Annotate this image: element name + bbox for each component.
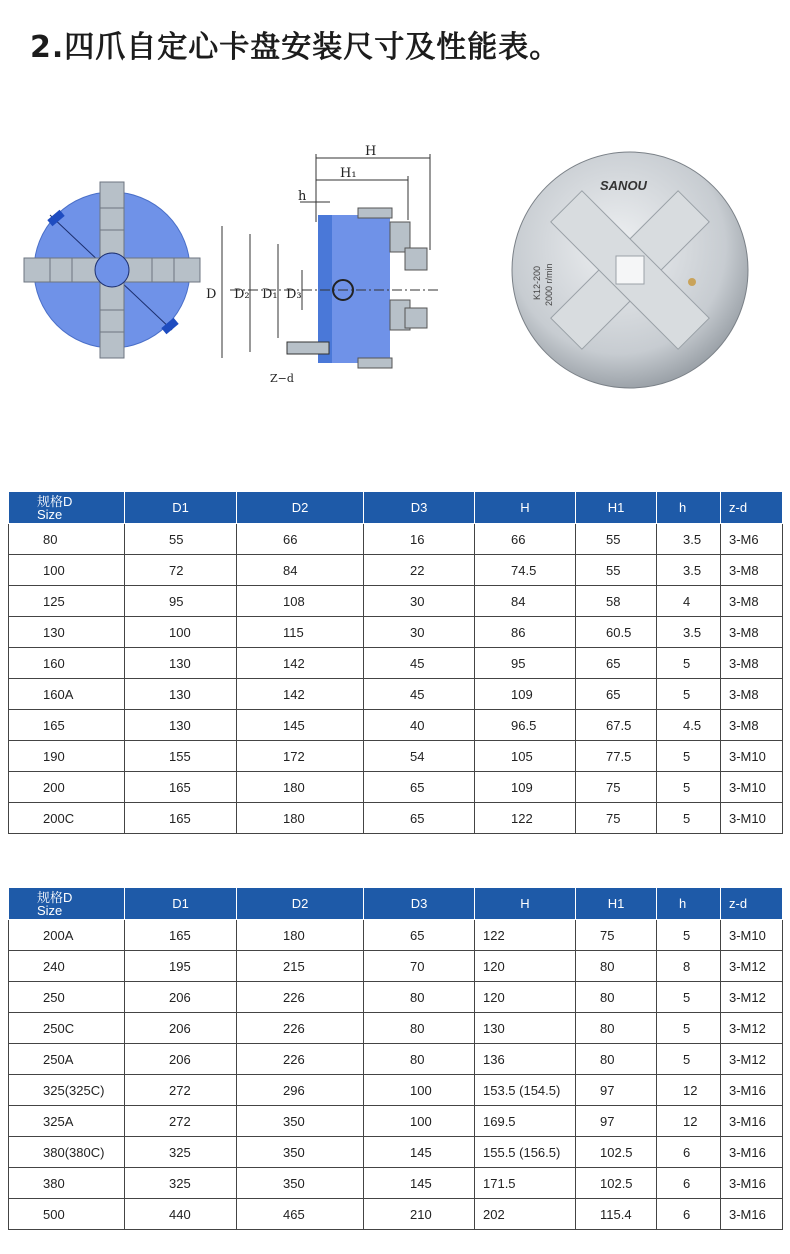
chuck-illustrations [0,130,790,420]
table-cell: 5 [657,1013,721,1044]
table-cell: 77.5 [576,741,657,772]
header-h-big: H [475,492,576,524]
table-cell: 8 [657,951,721,982]
table-cell: 500 [9,1199,125,1230]
table-cell: 16 [364,524,475,555]
table-cell: 165 [125,772,237,803]
table-cell: 380 [9,1168,125,1199]
table-cell: 5 [657,648,721,679]
table-cell: 226 [237,982,364,1013]
header-h-small: h [657,492,721,524]
table-row [9,679,783,710]
table-cell: 160 [9,648,125,679]
table-cell: 100 [364,1106,475,1137]
table-cell: 6 [657,1199,721,1230]
header-d3: D3 [364,492,475,524]
table-cell: 250C [9,1013,125,1044]
table-cell: 122 [475,803,576,834]
header-size: 规格D Size [9,492,125,524]
table-cell: 6 [657,1168,721,1199]
header-h1: H1 [576,888,657,920]
table-cell: 5 [657,772,721,803]
table-cell: 55 [576,524,657,555]
table-cell: 226 [237,1044,364,1075]
table-cell: 30 [364,586,475,617]
table-cell: 109 [475,772,576,803]
table-cell: 3-M10 [721,741,783,772]
spec-table-2 [8,887,783,1230]
table-cell: 130 [9,617,125,648]
table-cell: 3-M8 [721,710,783,741]
table-cell: 12 [657,1075,721,1106]
table-row [9,648,783,679]
table-cell: 5 [657,679,721,710]
table-cell: 66 [475,524,576,555]
table-cell: 102.5 [576,1137,657,1168]
table-cell: 5 [657,920,721,951]
table-cell: 250A [9,1044,125,1075]
table-cell: 3-M10 [721,920,783,951]
table-cell: 22 [364,555,475,586]
table-row [9,586,783,617]
table-cell: 130 [125,679,237,710]
table-row [9,982,783,1013]
table-cell: 3-M12 [721,1044,783,1075]
table-cell: 3-M12 [721,951,783,982]
table-cell: 440 [125,1199,237,1230]
table-cell: 206 [125,982,237,1013]
table-cell: 350 [237,1137,364,1168]
table-cell: 3-M16 [721,1075,783,1106]
brand-logo: SANOU [600,178,647,193]
table-cell: 66 [237,524,364,555]
table-cell: 240 [9,951,125,982]
table-cell: 153.5 (154.5) [475,1075,576,1106]
model-engraving: K12-200 [532,265,542,300]
table-header-row [9,492,783,524]
dim-label-h1: H₁ [340,166,357,181]
table-cell: 325 [125,1137,237,1168]
table-cell: 130 [125,648,237,679]
table-cell: 54 [364,741,475,772]
table-cell: 3-M16 [721,1168,783,1199]
table-cell: 65 [364,803,475,834]
header-size: 规格D Size [9,888,125,920]
table-cell: 325A [9,1106,125,1137]
table-cell: 3.5 [657,617,721,648]
table-cell: 70 [364,951,475,982]
table-cell: 325 [125,1168,237,1199]
table-row [9,1106,783,1137]
table-cell: 195 [125,951,237,982]
table-cell: 80 [576,982,657,1013]
table-cell: 80 [9,524,125,555]
table-row [9,1075,783,1106]
table-cell: 3-M12 [721,1013,783,1044]
table-cell: 3-M10 [721,772,783,803]
table-row [9,617,783,648]
table-cell: 130 [475,1013,576,1044]
table-cell: 172 [237,741,364,772]
table-cell: 350 [237,1106,364,1137]
table-cell: 272 [125,1075,237,1106]
table-cell: 130 [125,710,237,741]
table-cell: 100 [364,1075,475,1106]
table-cell: 95 [125,586,237,617]
table-cell: 80 [576,1013,657,1044]
table-cell: 200A [9,920,125,951]
table-cell: 250 [9,982,125,1013]
table-cell: 272 [125,1106,237,1137]
table-cell: 58 [576,586,657,617]
table-row [9,1199,783,1230]
table-cell: 60.5 [576,617,657,648]
table-row [9,710,783,741]
header-d2: D2 [237,492,364,524]
table-cell: 55 [125,524,237,555]
header-h1: H1 [576,492,657,524]
table-cell: 200 [9,772,125,803]
dim-label-h-big: H [365,144,377,159]
table-cell: 3-M8 [721,679,783,710]
header-d1: D1 [125,492,237,524]
table-cell: 65 [576,648,657,679]
front-view-drawing [24,182,200,358]
spec-table-1 [8,491,783,834]
table-cell: 80 [576,951,657,982]
table-cell: 105 [475,741,576,772]
dim-label-zd: Z−d [270,372,294,385]
table-body-1 [9,524,783,834]
table-cell: 3-M16 [721,1106,783,1137]
header-d3: D3 [364,888,475,920]
table-row [9,1168,783,1199]
table-cell: 210 [364,1199,475,1230]
table-row [9,1013,783,1044]
table-row [9,951,783,982]
table-cell: 325(325C) [9,1075,125,1106]
table-cell: 165 [9,710,125,741]
table-cell: 80 [364,982,475,1013]
table-cell: 145 [237,710,364,741]
table-cell: 5 [657,982,721,1013]
table-cell: 3-M8 [721,555,783,586]
table-cell: 5 [657,1044,721,1075]
table-cell: 226 [237,1013,364,1044]
table-cell: 5 [657,803,721,834]
table-cell: 202 [475,1199,576,1230]
table-cell: 115.4 [576,1199,657,1230]
table-cell: 350 [237,1168,364,1199]
table-cell: 5 [657,741,721,772]
table-cell: 3-M8 [721,586,783,617]
table-body-2 [9,920,783,1230]
table-cell: 75 [576,772,657,803]
table-cell: 155.5 (156.5) [475,1137,576,1168]
table-cell: 190 [9,741,125,772]
side-view-drawing [206,144,440,385]
table-cell: 465 [237,1199,364,1230]
table-cell: 75 [576,920,657,951]
table-cell: 171.5 [475,1168,576,1199]
header-d1: D1 [125,888,237,920]
table-cell: 165 [125,803,237,834]
table-cell: 142 [237,679,364,710]
page-title: 2.四爪自定心卡盘安装尺寸及性能表。 [30,30,561,65]
table-cell: 12 [657,1106,721,1137]
dim-label-h-small: h [298,189,307,204]
table-cell: 65 [576,679,657,710]
table-cell: 169.5 [475,1106,576,1137]
table-cell: 65 [364,920,475,951]
table-row [9,920,783,951]
table-cell: 296 [237,1075,364,1106]
table-cell: 200C [9,803,125,834]
chuck-photo [512,152,748,388]
table-cell: 120 [475,982,576,1013]
table-cell: 122 [475,920,576,951]
table-cell: 30 [364,617,475,648]
table-cell: 180 [237,803,364,834]
table-cell: 136 [475,1044,576,1075]
table-row [9,741,783,772]
table-cell: 74.5 [475,555,576,586]
table-cell: 3.5 [657,524,721,555]
table-cell: 3-M10 [721,803,783,834]
table-row [9,803,783,834]
dim-label-d: D [206,287,217,302]
table-cell: 4 [657,586,721,617]
table-cell: 206 [125,1044,237,1075]
figure-area [0,130,790,420]
table-cell: 102.5 [576,1168,657,1199]
table-cell: 109 [475,679,576,710]
table-cell: 55 [576,555,657,586]
table-cell: 145 [364,1137,475,1168]
table-cell: 160A [9,679,125,710]
dim-label-d2: D₂ [234,287,250,302]
table-cell: 120 [475,951,576,982]
table-cell: 95 [475,648,576,679]
header-d2: D2 [237,888,364,920]
table-cell: 180 [237,920,364,951]
table-row [9,1044,783,1075]
table-cell: 84 [237,555,364,586]
table-cell: 3-M16 [721,1199,783,1230]
header-zd: z-d [721,888,783,920]
table-cell: 165 [125,920,237,951]
table-cell: 6 [657,1137,721,1168]
table-cell: 145 [364,1168,475,1199]
table-cell: 75 [576,803,657,834]
table-cell: 45 [364,679,475,710]
dim-label-d3: D₃ [286,287,302,302]
table-cell: 100 [125,617,237,648]
header-zd: z-d [721,492,783,524]
header-h-small: h [657,888,721,920]
table-cell: 65 [364,772,475,803]
table-cell: 86 [475,617,576,648]
table-cell: 84 [475,586,576,617]
table-cell: 72 [125,555,237,586]
table-row [9,555,783,586]
table-cell: 40 [364,710,475,741]
table-cell: 180 [237,772,364,803]
table-cell: 125 [9,586,125,617]
table-cell: 67.5 [576,710,657,741]
table-cell: 80 [576,1044,657,1075]
table-cell: 97 [576,1106,657,1137]
table-cell: 3-M8 [721,648,783,679]
table-cell: 3-M6 [721,524,783,555]
table-cell: 142 [237,648,364,679]
dim-label-d1: D₁ [262,287,278,302]
table-cell: 3-M8 [721,617,783,648]
table-cell: 215 [237,951,364,982]
table-cell: 206 [125,1013,237,1044]
table-cell: 96.5 [475,710,576,741]
table-row [9,772,783,803]
table-header-row [9,888,783,920]
table-cell: 97 [576,1075,657,1106]
table-cell: 100 [9,555,125,586]
table-cell: 380(380C) [9,1137,125,1168]
table-row [9,524,783,555]
table-cell: 108 [237,586,364,617]
table-cell: 115 [237,617,364,648]
table-cell: 3.5 [657,555,721,586]
table-cell: 155 [125,741,237,772]
table-cell: 45 [364,648,475,679]
table-cell: 3-M12 [721,982,783,1013]
table-cell: 80 [364,1013,475,1044]
header-h-big: H [475,888,576,920]
table-row [9,1137,783,1168]
table-cell: 80 [364,1044,475,1075]
table-cell: 3-M16 [721,1137,783,1168]
speed-engraving: 2000 r/min [544,263,554,306]
table-cell: 4.5 [657,710,721,741]
